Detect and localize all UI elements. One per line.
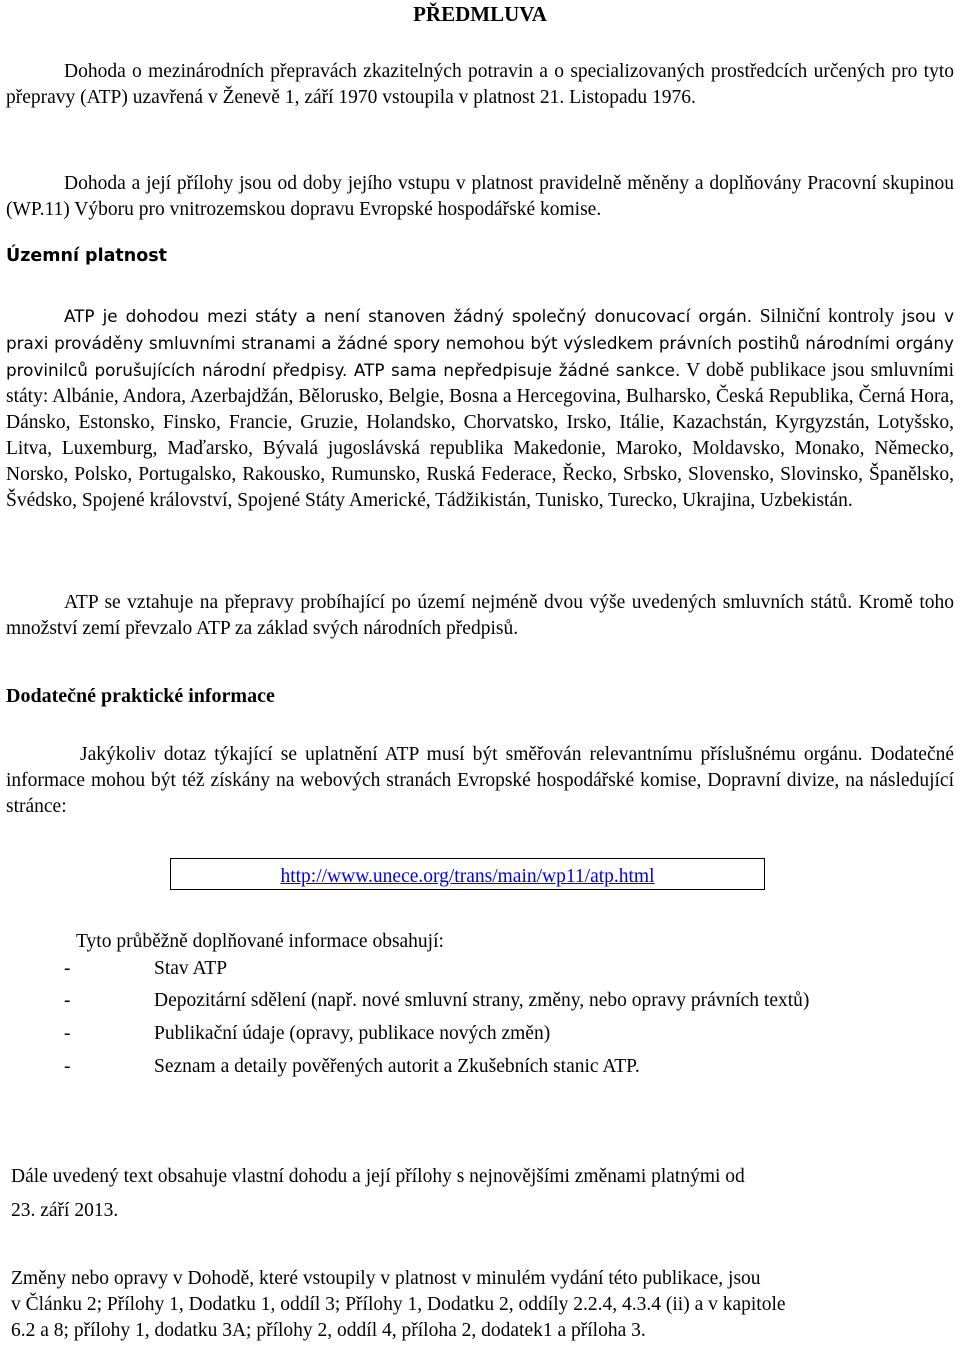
footer-line-5: 6.2 a 8; přílohy 1, dodatku 3A; přílohy 2, oddíl 4, příloha 2, dodatek1 a příloha 3. [11, 1320, 646, 1341]
territorial-sentence-1: ATP je dohodou mezi státy a není stanoven žádný společný donucovací orgán. [64, 306, 753, 326]
list-dash: - [64, 1056, 71, 1077]
list-item-text: Stav ATP [154, 958, 228, 979]
footer-line-3: Změny nebo opravy v Dohodě, které vstoupily v platnost v minulém vydání této publikace, jsou [11, 1268, 761, 1289]
footer-line-4: v Článku 2; Přílohy 1, Dodatku 1, oddíl 3; Přílohy 1, Dodatku 2, oddíly 2.2.4, 4.3.4 (ii) a v kapitole [11, 1294, 786, 1315]
page-title: PŘEDMLUVA [413, 2, 547, 26]
contracting-states: V době publikace jsou smluvními státy: Albánie, Andora, Azerbajdžán, Bělorusko, Belgie, Bosna a Hercegovina, Bulharsko, Česká Republika, Černá Hora, Dánsko, Estonsko, Finsko, Francie, Gruzie, Holandsko, Chorvatsko, Irsko, Itálie, Kazachstán, Kyrgyzstán, Lotyšsko, Litva, Luxemburg, Maďarsko, Bývalá jugoslávská republika Makedonie, Maroko, Moldavsko, Monako, Německo, Norsko, Polsko, Portugalsko, Rakousko, Rumunsko, Ruská Federace, Řecko, Srbsko, Slovensko, Slovinsko, Španělsko, Švédsko, Spojené království, Spojené Státy Americké, Tádžikistán, Tunisko, Turecko, Ukrajina, Uzbekistán. [6, 360, 954, 511]
footer-line-2: 23. září 2013. [11, 1200, 119, 1221]
list-item-text: Publikační údaje (opravy, publikace nových změn) [154, 1023, 551, 1044]
list-dash: - [64, 990, 71, 1011]
footer-line-1: Dále uvedený text obsahuje vlastní dohodu a její přílohy s nejnovějšími změnami platnými od [11, 1166, 745, 1187]
territorial-sentence-2-start: Silniční kontroly [759, 306, 895, 327]
url-box [170, 858, 765, 890]
territorial-paragraph-4: ATP se vztahuje na přepravy probíhající po území nejméně dvou výše uvedených smluvních států. Kromě toho množství zemí převzalo ATP za základ svých národních předpisů. [6, 592, 954, 639]
list-dash: - [64, 958, 71, 979]
list-item-text: Seznam a detaily pověřených autorit a Zkušebních stanic ATP. [154, 1056, 640, 1077]
unece-atp-link[interactable]: http://www.unece.org/trans/main/wp11/atp.html [280, 866, 655, 887]
territorial-paragraph-1 [6, 303, 954, 514]
intro-paragraph-1: Dohoda o mezinárodních přepravách zkazitelných potravin a o specializovaných prostředcích určených pro tyto přepravy (ATP) uzavřená v Ženevě 1, září 1970 vstoupila v platnost 21. Listopadu 1976. [6, 61, 954, 108]
additional-heading: Dodatečné praktické informace [6, 685, 275, 707]
list-intro: Tyto průběžně doplňované informace obsahují: [76, 931, 444, 952]
list-dash: - [64, 1023, 71, 1044]
territorial-heading: Územní platnost [6, 246, 168, 266]
territorial-sentence-2-rest: jsou v praxi prováděny smluvními stranami a žádné spory nemohou být výsledkem právních postihů národními orgány provinilců porušujících národní předpisy. ATP sama nepředpisuje žádné sankce. [6, 306, 955, 380]
additional-paragraph: Jakýkoliv dotaz týkající se uplatnění ATP musí být směřován relevantnímu příslušnému orgánu. Dodatečné informace mohou být též získány na webových stranách Evropské hospodářské komise, Dopravní divize, na následující stránce: [6, 744, 954, 817]
intro-paragraph-2: Dohoda a její přílohy jsou od doby jejího vstupu v platnost pravidelně měněny a doplňovány Pracovní skupinou (WP.11) Výboru pro vnitrozemskou dopravu Evropské hospodářské komise. [6, 173, 954, 220]
list-item-text: Depozitární sdělení (např. nové smluvní strany, změny, nebo opravy právních textů) [154, 990, 810, 1011]
